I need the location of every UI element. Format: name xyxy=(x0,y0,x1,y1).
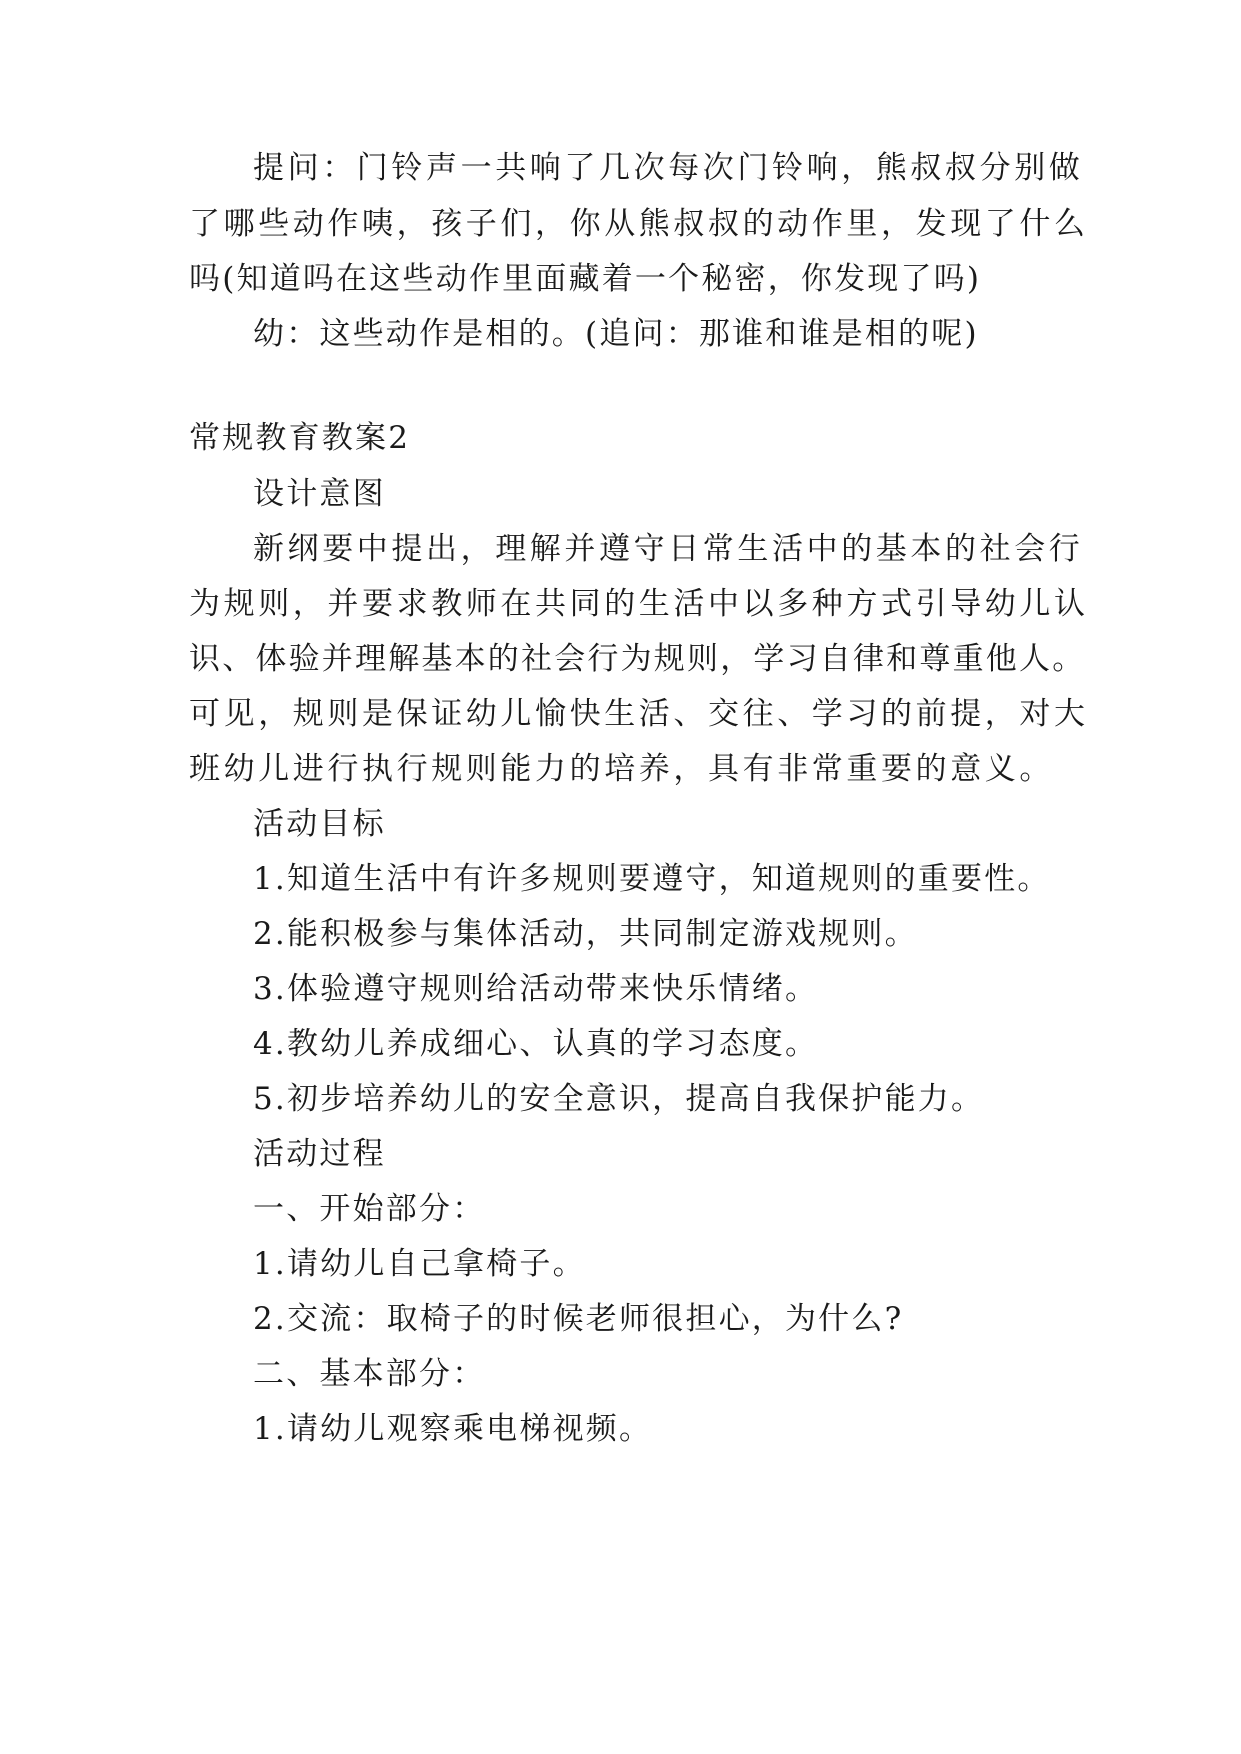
goal-item: 2.能积极参与集体活动，共同制定游戏规则。 xyxy=(253,916,918,952)
section-title: 常规教育教案2 xyxy=(189,420,411,456)
goal-item: 3.体验遵守规则给活动带来快乐情绪。 xyxy=(253,971,819,1007)
process-heading: 活动过程 xyxy=(253,1136,386,1172)
part2-item: 1.请幼儿观察乘电梯视频。 xyxy=(253,1411,653,1447)
design-heading: 设计意图 xyxy=(253,476,386,512)
design-line: 新纲要中提出，理解并遵守日常生活中的基本的社会行 xyxy=(253,531,1084,567)
paragraph-question-line-1: 提问：门铃声一共响了几次每次门铃响，熊叔叔分别做 xyxy=(253,150,1084,186)
goals-heading: 活动目标 xyxy=(253,806,386,842)
part1-heading: 一、开始部分： xyxy=(253,1191,486,1227)
part1-item: 1.请幼儿自己拿椅子。 xyxy=(253,1246,586,1282)
paragraph-question-line-3: 吗(知道吗在这些动作里面藏着一个秘密，你发现了吗) xyxy=(189,261,982,297)
paragraph-answer: 幼：这些动作是相的。(追问：那谁和谁是相的呢) xyxy=(253,316,979,352)
goal-item: 4.教幼儿养成细心、认真的学习态度。 xyxy=(253,1026,819,1062)
design-line: 班幼儿进行执行规则能力的培养，具有非常重要的意义。 xyxy=(189,751,1054,787)
goal-item: 1.知道生活中有许多规则要遵守，知道规则的重要性。 xyxy=(253,861,1051,897)
paragraph-question-line-2: 了哪些动作咦，孩子们，你从熊叔叔的动作里，发现了什么 xyxy=(189,206,1089,242)
part2-heading: 二、基本部分： xyxy=(253,1356,486,1392)
design-line: 识、体验并理解基本的社会行为规则，学习自律和尊重他人。 xyxy=(189,641,1086,677)
design-line: 可见，规则是保证幼儿愉快生活、交往、学习的前提，对大 xyxy=(189,696,1089,732)
design-line: 为规则，并要求教师在共同的生活中以多种方式引导幼儿认 xyxy=(189,586,1089,622)
goal-item: 5.初步培养幼儿的安全意识，提高自我保护能力。 xyxy=(253,1081,985,1117)
part1-item: 2.交流：取椅子的时候老师很担心，为什么? xyxy=(253,1301,904,1337)
